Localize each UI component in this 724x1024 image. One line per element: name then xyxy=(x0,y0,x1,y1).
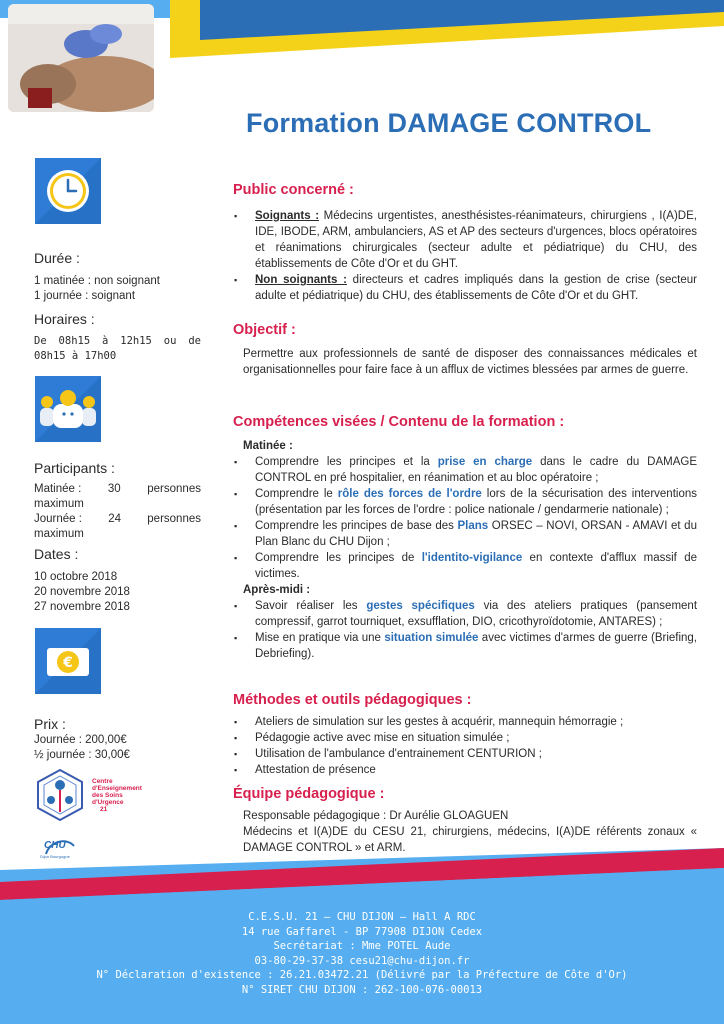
competence-item xyxy=(233,518,697,550)
methode-item: ▪ Pédagogie active avec mise en situation simulée ; xyxy=(233,730,697,746)
competence-item xyxy=(233,550,697,582)
page-title: Formation DAMAGE CONTROL xyxy=(246,108,652,138)
footer-line: 03-80-29-37-38 cesu21@chu-dijon.fr xyxy=(254,954,470,967)
text-part: Savoir réaliser les xyxy=(255,600,367,612)
participants-row1 xyxy=(34,482,201,497)
public-item-label: Soignants : xyxy=(255,210,320,222)
horaires-word: 08h15 xyxy=(58,335,91,347)
horaires-word: de xyxy=(188,335,201,347)
participants-count: 30 xyxy=(107,483,121,495)
horaires-word: à xyxy=(102,335,109,347)
prix-line1: Journée : 200,00€ xyxy=(34,734,127,746)
footer-line: Secrétariat : Mme POTEL Aude xyxy=(273,940,451,953)
duree-text xyxy=(34,274,160,304)
horaires-line2: 08h15 à 17h00 xyxy=(34,350,117,362)
footer-line: N° SIRET CHU DIJON : 262-100-076-00013 xyxy=(241,983,483,996)
public-item xyxy=(233,272,697,304)
footer-line: N° Déclaration d'existence : 26.21.03472.21 (Délivré par la Préfecture de Côte d'Or) xyxy=(96,969,628,982)
duree-line2: 1 journée : soignant xyxy=(34,290,136,302)
highlight: situation simulée xyxy=(384,632,479,644)
text-part: dans le cadre du DAMAGE CONTROL en pré hospitalier, en réanimation et au bloc opératoire ; xyxy=(255,456,697,484)
text-part: ORSEC – NOVI, ORSAN - AMAVI et du Plan Blanc du CHU Dijon ; xyxy=(255,520,697,548)
participants-cont: maximum xyxy=(34,498,84,510)
participants-unit: personnes xyxy=(147,513,201,525)
svg-text:€: € xyxy=(63,655,73,671)
public-item-label: Non soignants : xyxy=(255,274,347,286)
horaires-word: ou xyxy=(163,335,177,347)
apresmidi-label: Après-midi : xyxy=(243,584,311,596)
equipe-line1: Responsable pédagogique : Dr Aurélie GLOAGUEN xyxy=(243,810,509,822)
text-part: via des ateliers pratiques (pansement compressif, garrot tourniquet, exsufflation, DIO, cricothyroïdotomie, ANTARES) ; xyxy=(255,600,698,628)
participants-text xyxy=(34,482,201,542)
highlight: gestes spécifiques xyxy=(366,600,475,612)
cesu-logo-text xyxy=(92,778,142,813)
logo-line: 21 xyxy=(100,806,108,813)
footer-line: 14 rue Gaffarel - BP 77908 DIJON Cedex xyxy=(241,925,483,938)
equipe-heading: Équipe pédagogique : xyxy=(233,786,385,802)
logo-line: d'Urgence xyxy=(92,799,124,806)
objectif-text: Permettre aux professionnels de santé de disposer des connaissances médicales et organisationnelles pour faire face à un afflux de victimes blessées par armes de guerre. xyxy=(243,348,697,376)
date-item: 20 novembre 2018 xyxy=(34,586,130,598)
logo-line: d'Enseignement xyxy=(92,785,142,792)
methodes-section xyxy=(233,714,697,778)
footer-contact xyxy=(0,910,724,998)
participants-label: Journée : xyxy=(34,513,82,525)
competences-heading: Compétences visées / Contenu de la formation : xyxy=(233,414,565,430)
public-section xyxy=(233,208,697,304)
text-part: Comprendre le xyxy=(255,488,338,500)
highlight: prise en charge xyxy=(437,456,533,468)
objectif-section xyxy=(233,346,697,378)
competence-item xyxy=(233,486,697,518)
competence-item xyxy=(233,630,697,662)
methode-item: ▪ Utilisation de l'ambulance d'entrainement CENTURION ; xyxy=(233,746,697,762)
date-item: 27 novembre 2018 xyxy=(34,601,130,613)
date-item: 10 octobre 2018 xyxy=(34,571,118,583)
chu-logo-text: CHU xyxy=(44,840,66,851)
duree-line1: 1 matinée : non soignant xyxy=(34,275,160,287)
methode-item: ▪ Attestation de présence xyxy=(233,762,697,778)
competence-item xyxy=(233,454,697,486)
dates-list xyxy=(34,570,130,615)
matinee-label: Matinée : xyxy=(243,440,293,452)
text-part: Comprendre les principes de base des xyxy=(255,520,458,532)
horaires-heading: Horaires : xyxy=(34,311,95,327)
participants-icon xyxy=(35,376,101,442)
participants-count: 24 xyxy=(108,513,122,525)
chu-logo-sub: Dijon Bourgogne xyxy=(40,854,70,859)
cesu-logo xyxy=(30,768,200,830)
methodes-heading: Méthodes et outils pédagogiques : xyxy=(233,692,472,708)
competence-item xyxy=(233,598,697,630)
highlight: l'identito-vigilance xyxy=(421,552,523,564)
logo-line: Centre xyxy=(92,778,113,785)
highlight: Plans xyxy=(457,520,489,532)
highlight: rôle des forces de l'ordre xyxy=(337,488,482,500)
competences-section xyxy=(233,438,697,662)
text-part: lors de la sécurisation des interventions (présentation par les forces de l'ordre : police nationale / gendarmerie nationale) ; xyxy=(255,488,697,516)
participants-cont: maximum xyxy=(34,528,84,540)
participants-label: Matinée : xyxy=(34,483,82,495)
logo-line: des Soins xyxy=(92,792,123,799)
prix-text xyxy=(34,733,130,763)
footer-line: C.E.S.U. 21 – CHU DIJON – Hall A RDC xyxy=(248,911,476,923)
horaires-text xyxy=(34,334,201,364)
text-part: Comprendre les principes de xyxy=(255,552,422,564)
participants-unit: personnes xyxy=(147,483,201,495)
public-item-text: Médecins urgentistes, anesthésistes-réanimateurs, chirurgiens , I(A)DE, IDE, IBODE, ARM, ambulanciers, AS et AP des secteurs d'urgences, blocs opératoires et réanimations chirurgicales (secteur adulte et pédiatrique) du CHU, des établissements de Côte d'Or et du GHT. xyxy=(255,210,697,270)
prix-line2: ½ journée : 30,00€ xyxy=(34,749,130,761)
text-part: Mise en pratique via une xyxy=(255,632,385,644)
public-heading: Public concerné : xyxy=(233,182,354,198)
methode-item: ▪ Ateliers de simulation sur les gestes à acquérir, mannequin hémorragie ; xyxy=(233,714,697,730)
duree-heading: Durée : xyxy=(34,250,80,266)
horaires-line1 xyxy=(34,334,201,349)
public-item-text: directeurs et cadres impliqués dans la gestion de crise (secteur adulte et pédiatrique) du CHU, des établissements de Côte d'Or et du GHT. xyxy=(255,274,697,302)
horaires-word: De xyxy=(34,335,47,347)
objectif-heading: Objectif : xyxy=(233,322,296,338)
public-item xyxy=(233,208,697,272)
text-part: Comprendre les principes et la xyxy=(255,456,438,468)
dates-heading: Dates : xyxy=(34,546,79,562)
participants-heading: Participants : xyxy=(34,460,115,476)
equipe-line2: Médecins et I(A)DE du CESU 21, chirurgiens, médecins, I(A)DE référents zonaux « DAMAGE CONTROL » et ARM. xyxy=(243,826,697,854)
prix-heading: Prix : xyxy=(34,716,66,732)
euro-icon xyxy=(35,628,101,694)
participants-row2 xyxy=(34,512,201,527)
training-photo xyxy=(8,4,154,112)
text-part: avec victimes d'armes de guerre (Briefing, Debriefing). xyxy=(255,632,698,660)
text-part: en contexte d'afflux massif de victimes. xyxy=(255,552,697,580)
horaires-word: 12h15 xyxy=(120,335,152,347)
clock-icon xyxy=(35,158,101,224)
